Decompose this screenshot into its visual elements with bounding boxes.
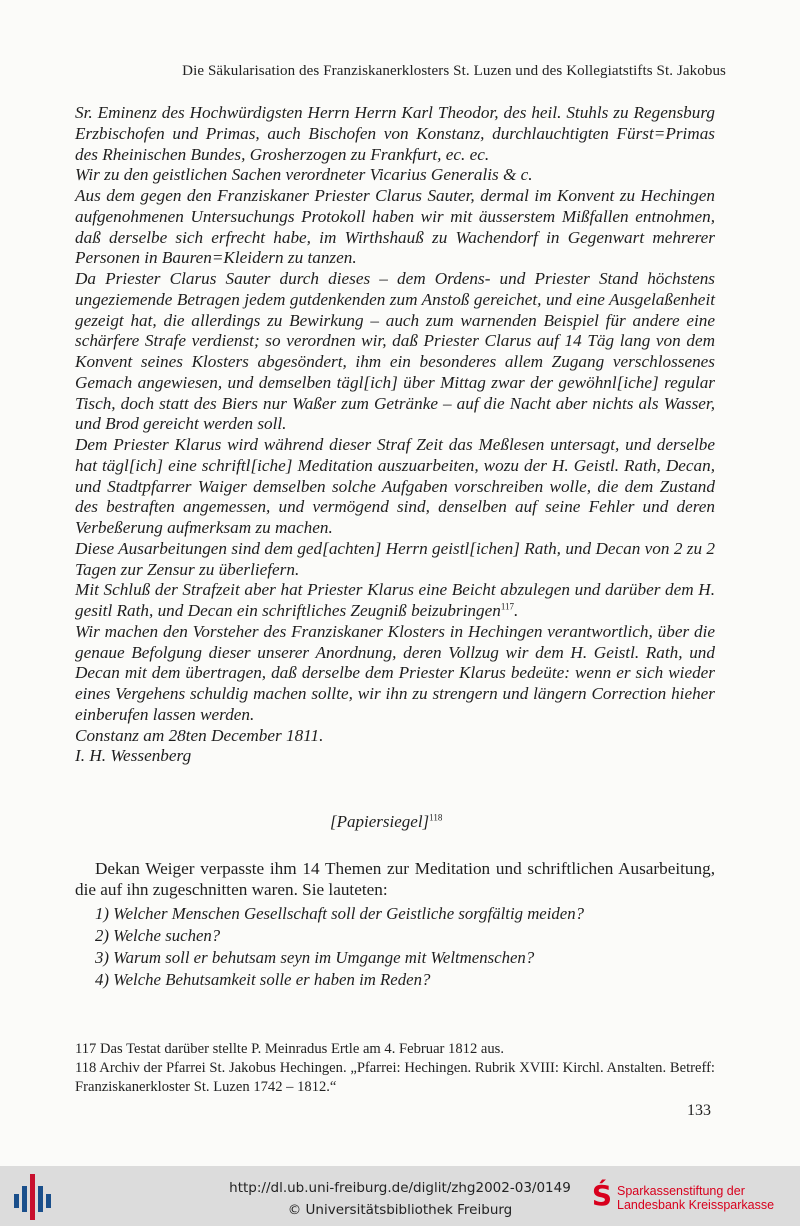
sparkasse-logo-icon: Ś (591, 1179, 613, 1212)
question-item: 3) Warum soll er behutsam seyn im Umgange mit Weltmenschen? (95, 948, 535, 967)
decree-paragraph: Diese Ausarbeitungen sind dem ged[achten] Herrn geistl[ichen] Rath, und Decan von 2 zu 2 Tagen zur Zensur zu überliefern. (75, 538, 715, 579)
permalink-url[interactable]: http://dl.ub.uni-freiburg.de/diglit/zhg2002-03/0149 (229, 1180, 571, 1196)
question-item: 2) Welche suchen? (95, 926, 221, 945)
sponsor-text (617, 1184, 774, 1212)
footnote-ref-117[interactable]: 117 (500, 601, 514, 612)
body-paragraph: Dekan Weiger verpasste ihm 14 Themen zur Meditation und schriftlichen Ausarbeitung, die auf ihn zugeschnitten waren. Sie lauteten: (75, 859, 715, 899)
decree-paragraph: Sr. Eminenz des Hochwürdigsten Herrn Herrn Karl Theodor, des heil. Stuhls zu Regensburg Erzbischofen und Primas, auch Bischofen von Konstanz, durchlauchtigten Fürst=Primas des Rheinischen Bundes, Grosherzogen zu Frankfurt, ec. ec. (75, 103, 715, 164)
seal-note (330, 812, 442, 832)
footnote-ref-118[interactable]: 118 (429, 812, 443, 823)
seal-text: [Papiersiegel] (330, 812, 430, 831)
footnotes (75, 1040, 715, 1096)
decree-date: Constanz am 28ten December 1811. (75, 725, 324, 745)
decree-paragraph: Wir machen den Vorsteher des Franziskaner Klosters in Hechingen verantwortlich, über die genaue Befolgung dieser unserer Anordnung, deren Vollzug wir dem H. Geistl. Rath, und Decan mit dem übertragen, daß derselbe dem Priester Klarus bedeüte: wenn er sich wieder eines Vergehens schuldig machen sollte, wir ihn zu strengern und längern Correction hieher einberufen lassen werden. (75, 621, 715, 724)
decree-paragraph-with-ref (75, 580, 715, 622)
decree-paragraph: Dem Priester Klarus wird während dieser Straf Zeit das Meßlesen untersagt, und derselbe hat tägl[ich] eine schriftl[iche] Meditation auszuarbeiten, wozu der H. Geistl. Rath, Decan, und Stadtpfarrer Waiger demselben solche Aufgaben vorschreiben wolle, die dem Zustand des bestraften angemessen, und vermögend sind, denselben auf seine Fehler und deren Verbeßerung aufmerksam zu machen. (75, 435, 715, 537)
sparkasse-logo[interactable] (590, 1180, 800, 1220)
quoted-decree (75, 103, 715, 767)
sponsor-line-1: Sparkassenstiftung der (617, 1184, 745, 1198)
footnote-118: 118 Archiv der Pfarrei St. Jakobus Hechingen. „Pfarrei: Hechingen. Rubrik XVIII: Kirchl. Anstalten. Betreff: Franziskanerkloster St. Luzen 1742 – 1812.“ (75, 1059, 715, 1095)
page-number: 133 (687, 1102, 711, 1119)
viewer-footer (0, 1166, 800, 1226)
question-item: 1) Welcher Menschen Gesellschaft soll der Geistliche sorgfältig meiden? (95, 904, 585, 923)
copyright-notice: © Universitätsbibliothek Freiburg (287, 1202, 513, 1218)
meditation-question-list (95, 903, 715, 991)
ub-freiburg-logo-icon[interactable] (14, 1174, 54, 1220)
sponsor-line-2: Landesbank Kreissparkasse (617, 1198, 775, 1212)
decree-paragraph: Aus dem gegen den Franziskaner Priester Clarus Sauter, dermal im Konvent zu Hechingen aufgenohmenen Untersuchungs Protokoll haben wir mit äusserstem Mißfallen entnohmen, daß derselbe sich erfrecht habe, im Wirthshauß zu Wachendorf in Gegenwart mehrerer Personen in Bauren=Kleidern zu tanzen. (75, 186, 715, 268)
period: . (513, 601, 519, 620)
decree-signature: I. H. Wessenberg (75, 746, 192, 766)
decree-paragraph-text: Mit Schluß der Strafzeit aber hat Priester Klarus eine Beicht abzulegen und darüber dem H. gesitl Rath, und Decan ein schriftliches Zeugniß beizubringen (75, 580, 715, 620)
decree-paragraph: Da Priester Clarus Sauter durch dieses – dem Ordens- und Priester Stand höchstens ungeziemende Betragen jedem gutdenkenden zum Anstoß gereichet, und eine Ausgelaßenheit gezeigt hat, die allerdings zu Bewirkung – auch zum warnenden Beispiel für andere eine schärfere Strafe verdienst; so verordnen wir, daß Priester Clarus auf 14 Täg lang von dem Konvent seines Klosters abgesöndert, ihm ein besonderes allem Zugang verschlossenes Gemach angewiesen, und demselben tägl[ich] über Mittag zwar der gewöhnl[iche] regular Tisch, doch statt des Biers nur Waßer zum Getränke – auf die Nacht aber nichts als Wasser, und Brod gereicht werden soll. (75, 269, 715, 434)
footnote-117: 117 Das Testat darüber stellte P. Meinradus Ertle am 4. Februar 1812 aus. (75, 1041, 504, 1057)
decree-paragraph: Wir zu den geistlichen Sachen verordneter Vicarius Generalis & c. (75, 165, 533, 185)
running-header: Die Säkularisation des Franziskanerklosters St. Luzen und des Kollegiatstifts St. Jakobus (182, 63, 726, 79)
question-item: 4) Welche Behutsamkeit solle er haben im Reden? (95, 970, 431, 989)
